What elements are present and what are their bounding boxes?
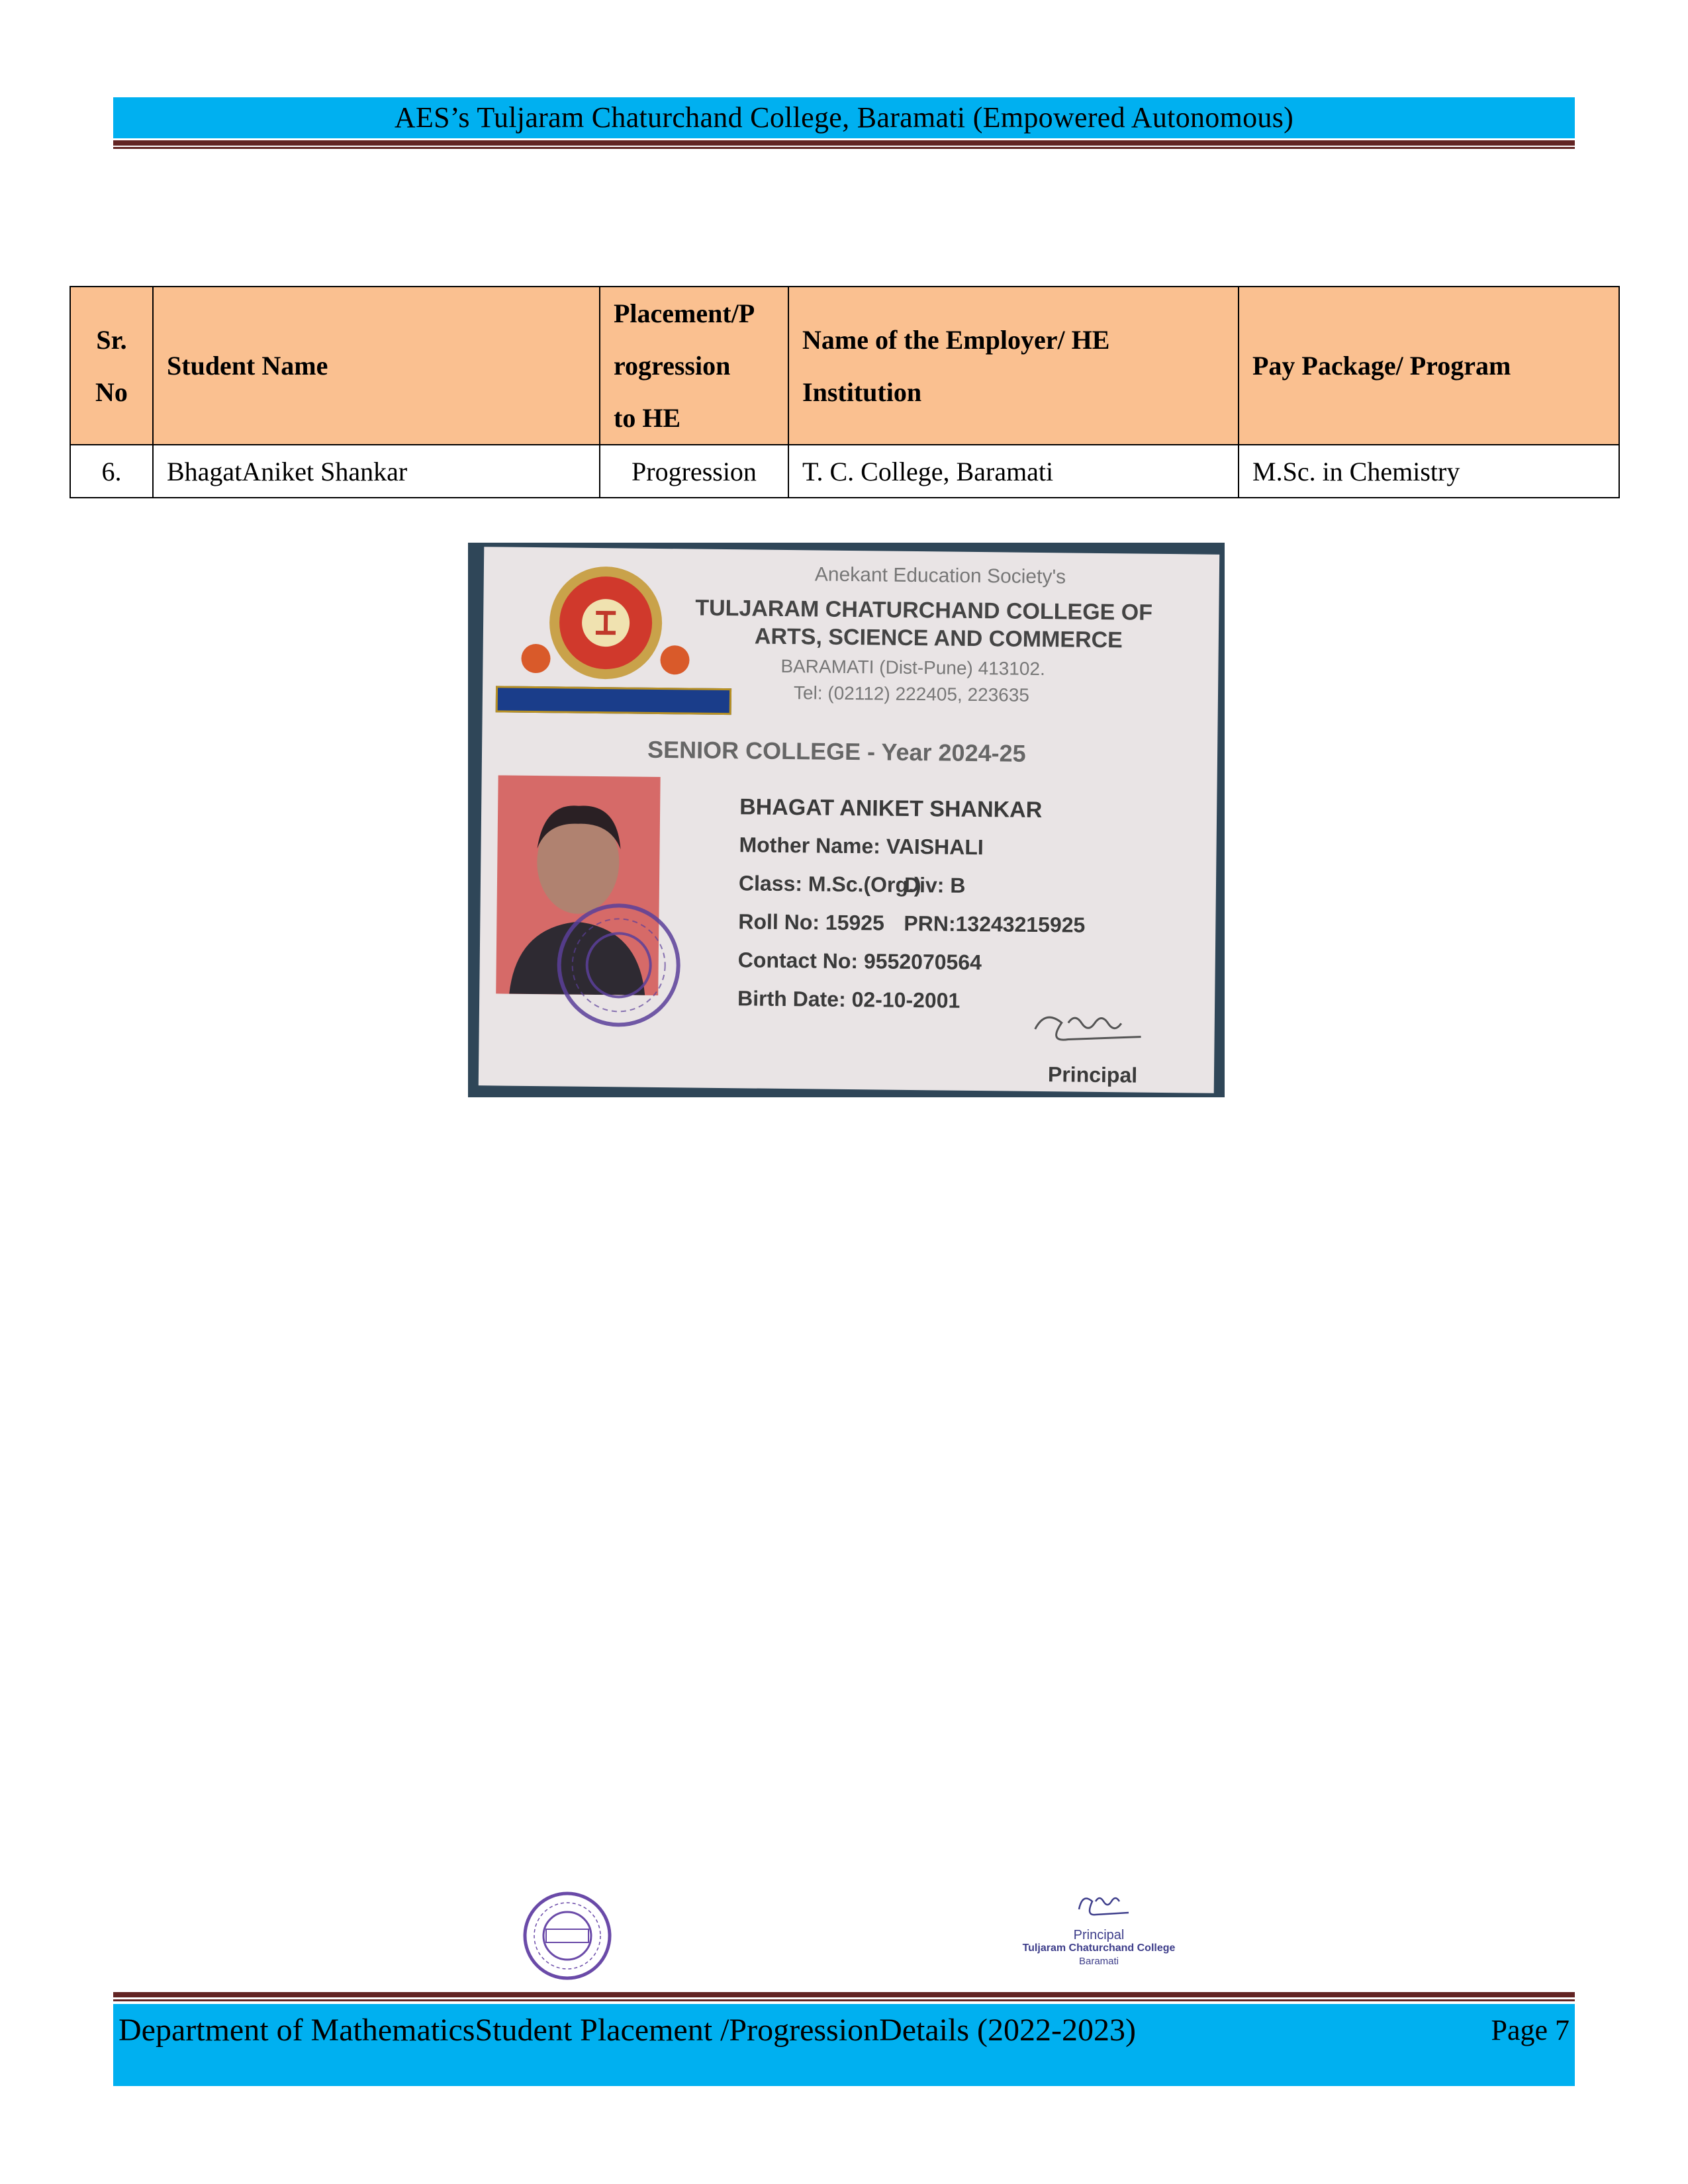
card-prn: PRN:13243215925 [904,911,1086,937]
header-title: AES’s Tuljaram Chaturchand College, Baramati (Empowered Autonomous) [394,101,1294,134]
card-year: SENIOR COLLEGE - Year 2024-25 [647,735,1026,767]
signature-title: Principal [1073,1928,1125,1942]
college-logo-icon [519,559,692,694]
card-birth-date: Birth Date: 02-10-2001 [737,986,961,1013]
cell-placement: Progression [600,445,788,498]
cell-program: M.Sc. in Chemistry [1239,445,1619,498]
card-society: Anekant Education Society's [814,563,1066,588]
col-header-sr-no: Sr. No [70,287,153,445]
card-class: Class: M.Sc.(Org.) [738,871,921,897]
header-rule [113,140,1575,146]
signature-college: Tuljaram Chaturchand College [1022,1942,1176,1954]
table-row [70,445,1619,498]
header-rule-thin [113,147,1575,149]
signature-icon [1072,1889,1132,1926]
logo-banner [496,686,731,715]
card-principal-label: Principal [1047,1062,1138,1087]
card-college-line2: ARTS, SCIENCE AND COMMERCE [754,623,1123,653]
table-header-row [70,287,1619,445]
header-band [113,97,1575,138]
card-tel: Tel: (02112) 222405, 223635 [793,682,1030,705]
col-header-placement: Placement/P rogression to HE [600,287,788,445]
footer-band [113,2004,1575,2086]
cell-sr-no: 6. [70,445,153,498]
student-id-card-photo [468,543,1225,1097]
college-stamp-icon [552,898,686,1032]
id-card [479,547,1219,1093]
card-division: Div: B [904,872,966,897]
card-contact: Contact No: 9552070564 [737,948,982,975]
col-header-student-name: Student Name [153,287,600,445]
footer-rule [113,1992,1575,1997]
col-header-employer: Name of the Employer/ HE Institution [788,287,1239,445]
footer-rule-thin [113,1999,1575,2001]
college-seal-icon [521,1889,614,1982]
signature-city: Baramati [1078,1956,1119,1967]
placement-table [70,286,1620,498]
card-mother-name: Mother Name: VAISHALI [739,833,984,860]
principal-signature-icon [1021,1003,1154,1064]
card-address: BARAMATI (Dist-Pune) 413102. [780,655,1045,680]
card-student-name: BHAGAT ANIKET SHANKAR [739,794,1043,823]
col-header-pay-package: Pay Package/ Program [1239,287,1619,445]
card-roll-no: Roll No: 15925 [738,909,885,935]
footer-principal-signature [1006,1889,1192,1969]
cell-employer: T. C. College, Baramati [788,445,1239,498]
footer-department-text: Department of MathematicsStudent Placement /ProgressionDetails (2022-2023) [118,2013,1136,2048]
card-college-line1: TULJARAM CHATURCHAND COLLEGE OF [695,595,1153,625]
cell-student-name: BhagatAniket Shankar [153,445,600,498]
page-number: Page 7 [1491,2014,1570,2046]
